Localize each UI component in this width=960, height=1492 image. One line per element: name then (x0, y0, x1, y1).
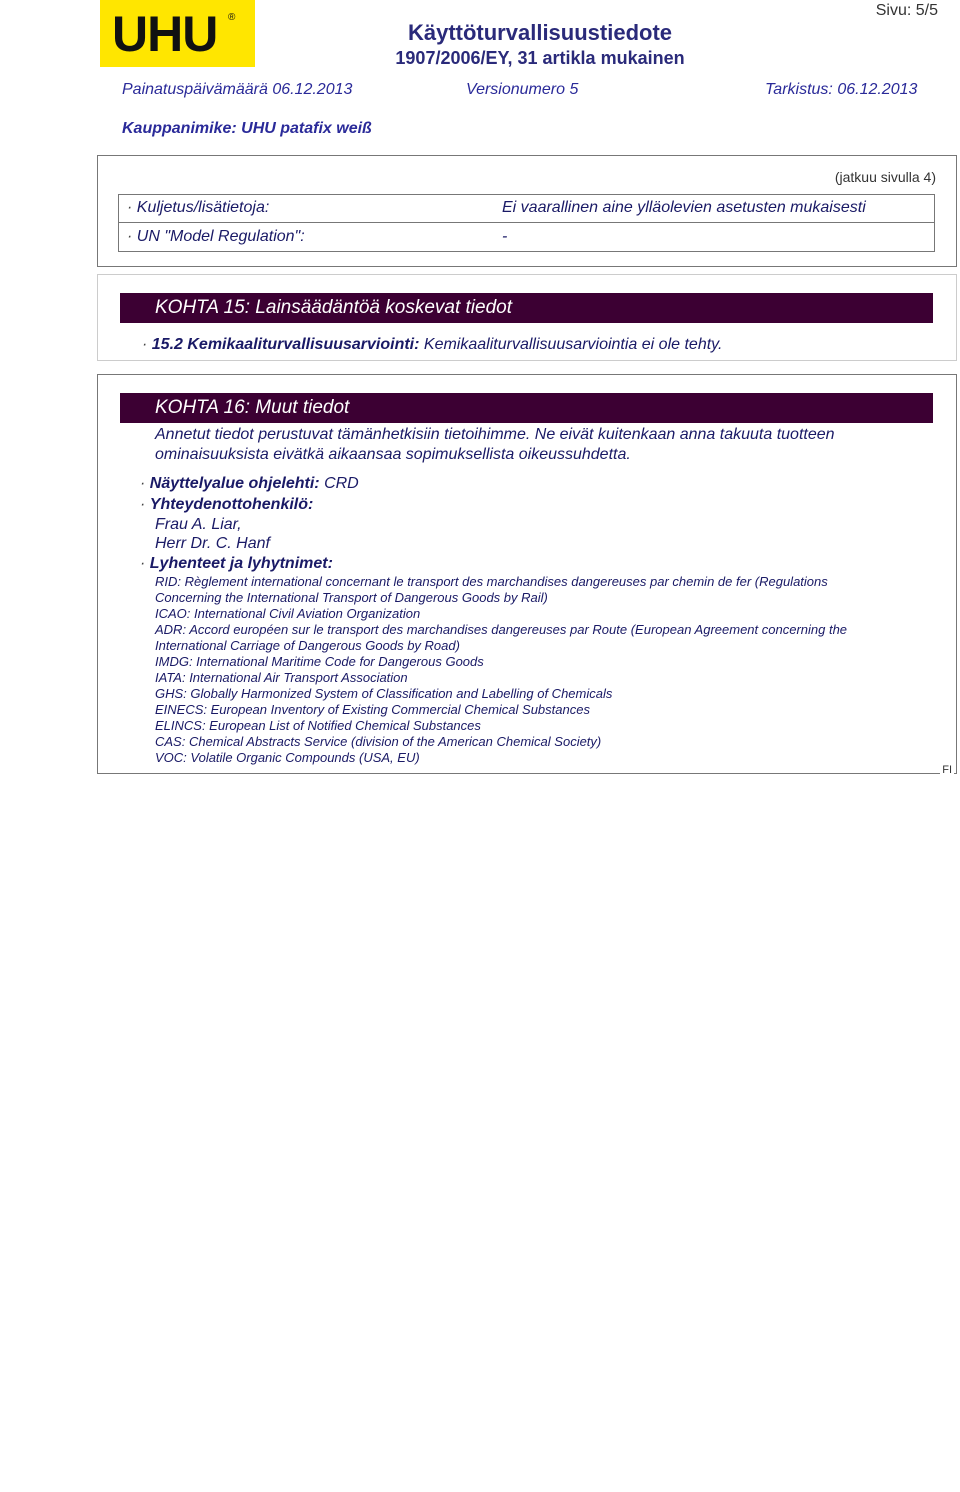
page-number: Sivu: 5/5 (875, 2, 938, 19)
chemical-safety-label: 15.2 Kemikaaliturvallisuusarviointi: (151, 336, 420, 353)
abbreviation-line: CAS: Chemical Abstracts Service (division of the American Chemical Society) (155, 734, 602, 749)
contact-label: Yhteydenottohenkilö: (149, 496, 314, 513)
contact-person-2: Herr Dr. C. Hanf (155, 535, 270, 552)
section-16-intro (155, 425, 835, 465)
abbreviation-line: ELINCS: European List of Notified Chemical Substances (155, 718, 481, 733)
section-15-heading: KOHTA 15: Lainsäädäntöä koskevat tiedot (120, 293, 933, 323)
language-code: FI (942, 764, 952, 776)
abbreviation-line: IATA: International Air Transport Association (155, 670, 408, 685)
uhu-logo (100, 0, 255, 67)
contact-row: · Yhteydenottohenkilö: (140, 496, 314, 513)
transport-row: · Kuljetus/lisätietoja: (127, 199, 270, 216)
un-label: UN "Model Regulation": (136, 228, 305, 245)
version-number: Versionumero 5 (466, 81, 579, 98)
section-16-box (97, 374, 957, 774)
issuing-value: CRD (324, 475, 359, 492)
issuing-label: Näyttelyalue ohjelehti: (149, 475, 320, 492)
abbreviation-line: Concerning the International Transport of Dangerous Goods by Rail) (155, 590, 548, 605)
abbreviation-line: EINECS: European Inventory of Existing Commercial Chemical Substances (155, 702, 590, 717)
section-15-box (97, 274, 957, 361)
contact-person-1: Frau A. Liar, (155, 516, 242, 533)
revision-date: Tarkistus: 06.12.2013 (765, 81, 918, 98)
abbreviations-label: Lyhenteet ja lyhytnimet: (149, 555, 333, 572)
logo-text: UHU (112, 6, 218, 62)
intro-line-2: ominaisuuksista eivätkä aikaansaa sopimuksellista oikeussuhdetta. (155, 446, 631, 463)
abbreviation-line: VOC: Volatile Organic Compounds (USA, EU) (155, 750, 420, 765)
chemical-safety-row: · 15.2 Kemikaaliturvallisuusarviointi: Kemikaaliturvallisuusarviointia ei ole tehty. (142, 336, 723, 353)
abbreviation-line: IMDG: International Maritime Code for Dangerous Goods (155, 654, 484, 669)
intro-line-1: Annetut tiedot perustuvat tämänhetkisiin tietoihimme. Ne eivät kuitenkaan anna takuuta tuotteen (155, 426, 835, 443)
transport-label: Kuljetus/lisätietoja: (136, 199, 270, 216)
issuing-row: · Näyttelyalue ohjelehti: CRD (140, 475, 359, 492)
print-date: Painatuspäivämäärä 06.12.2013 (122, 81, 353, 98)
transport-value: Ei vaarallinen aine ylläolevien asetusten mukaisesti (502, 199, 866, 216)
abbreviation-line: ICAO: International Civil Aviation Organization (155, 606, 421, 621)
transport-table (118, 194, 935, 252)
abbreviation-line: GHS: Globally Harmonized System of Classification and Labelling of Chemicals (155, 686, 613, 701)
section-14-box (97, 155, 957, 267)
un-value: - (502, 228, 508, 245)
abbreviation-line: International Carriage of Dangerous Goods by Road) (155, 638, 460, 653)
abbreviation-line: RID: Règlement international concernant le transport des marchandises dangereuses par chemin de fer (Regulations (155, 574, 828, 589)
continued-note: (jatkuu sivulla 4) (834, 169, 936, 185)
row-divider (119, 222, 934, 223)
document-subtitle: 1907/2006/EY, 31 artikla mukainen (395, 48, 685, 68)
chemical-safety-value: Kemikaaliturvallisuusarviointia ei ole tehty. (423, 336, 723, 353)
trade-name: Kauppanimike: UHU patafix weiß (122, 120, 372, 137)
registered-mark-icon: ® (228, 12, 236, 23)
section-16-heading: KOHTA 16: Muut tiedot (120, 393, 933, 423)
abbreviations-heading: · Lyhenteet ja lyhytnimet: (140, 555, 333, 572)
abbreviations-list (155, 574, 945, 766)
abbreviation-line: ADR: Accord européen sur le transport des marchandises dangereuses par Route (European Agreement concerning the (155, 622, 848, 637)
un-row: · UN "Model Regulation": (127, 228, 305, 245)
document-title: Käyttöturvallisuustiedote (407, 20, 673, 45)
